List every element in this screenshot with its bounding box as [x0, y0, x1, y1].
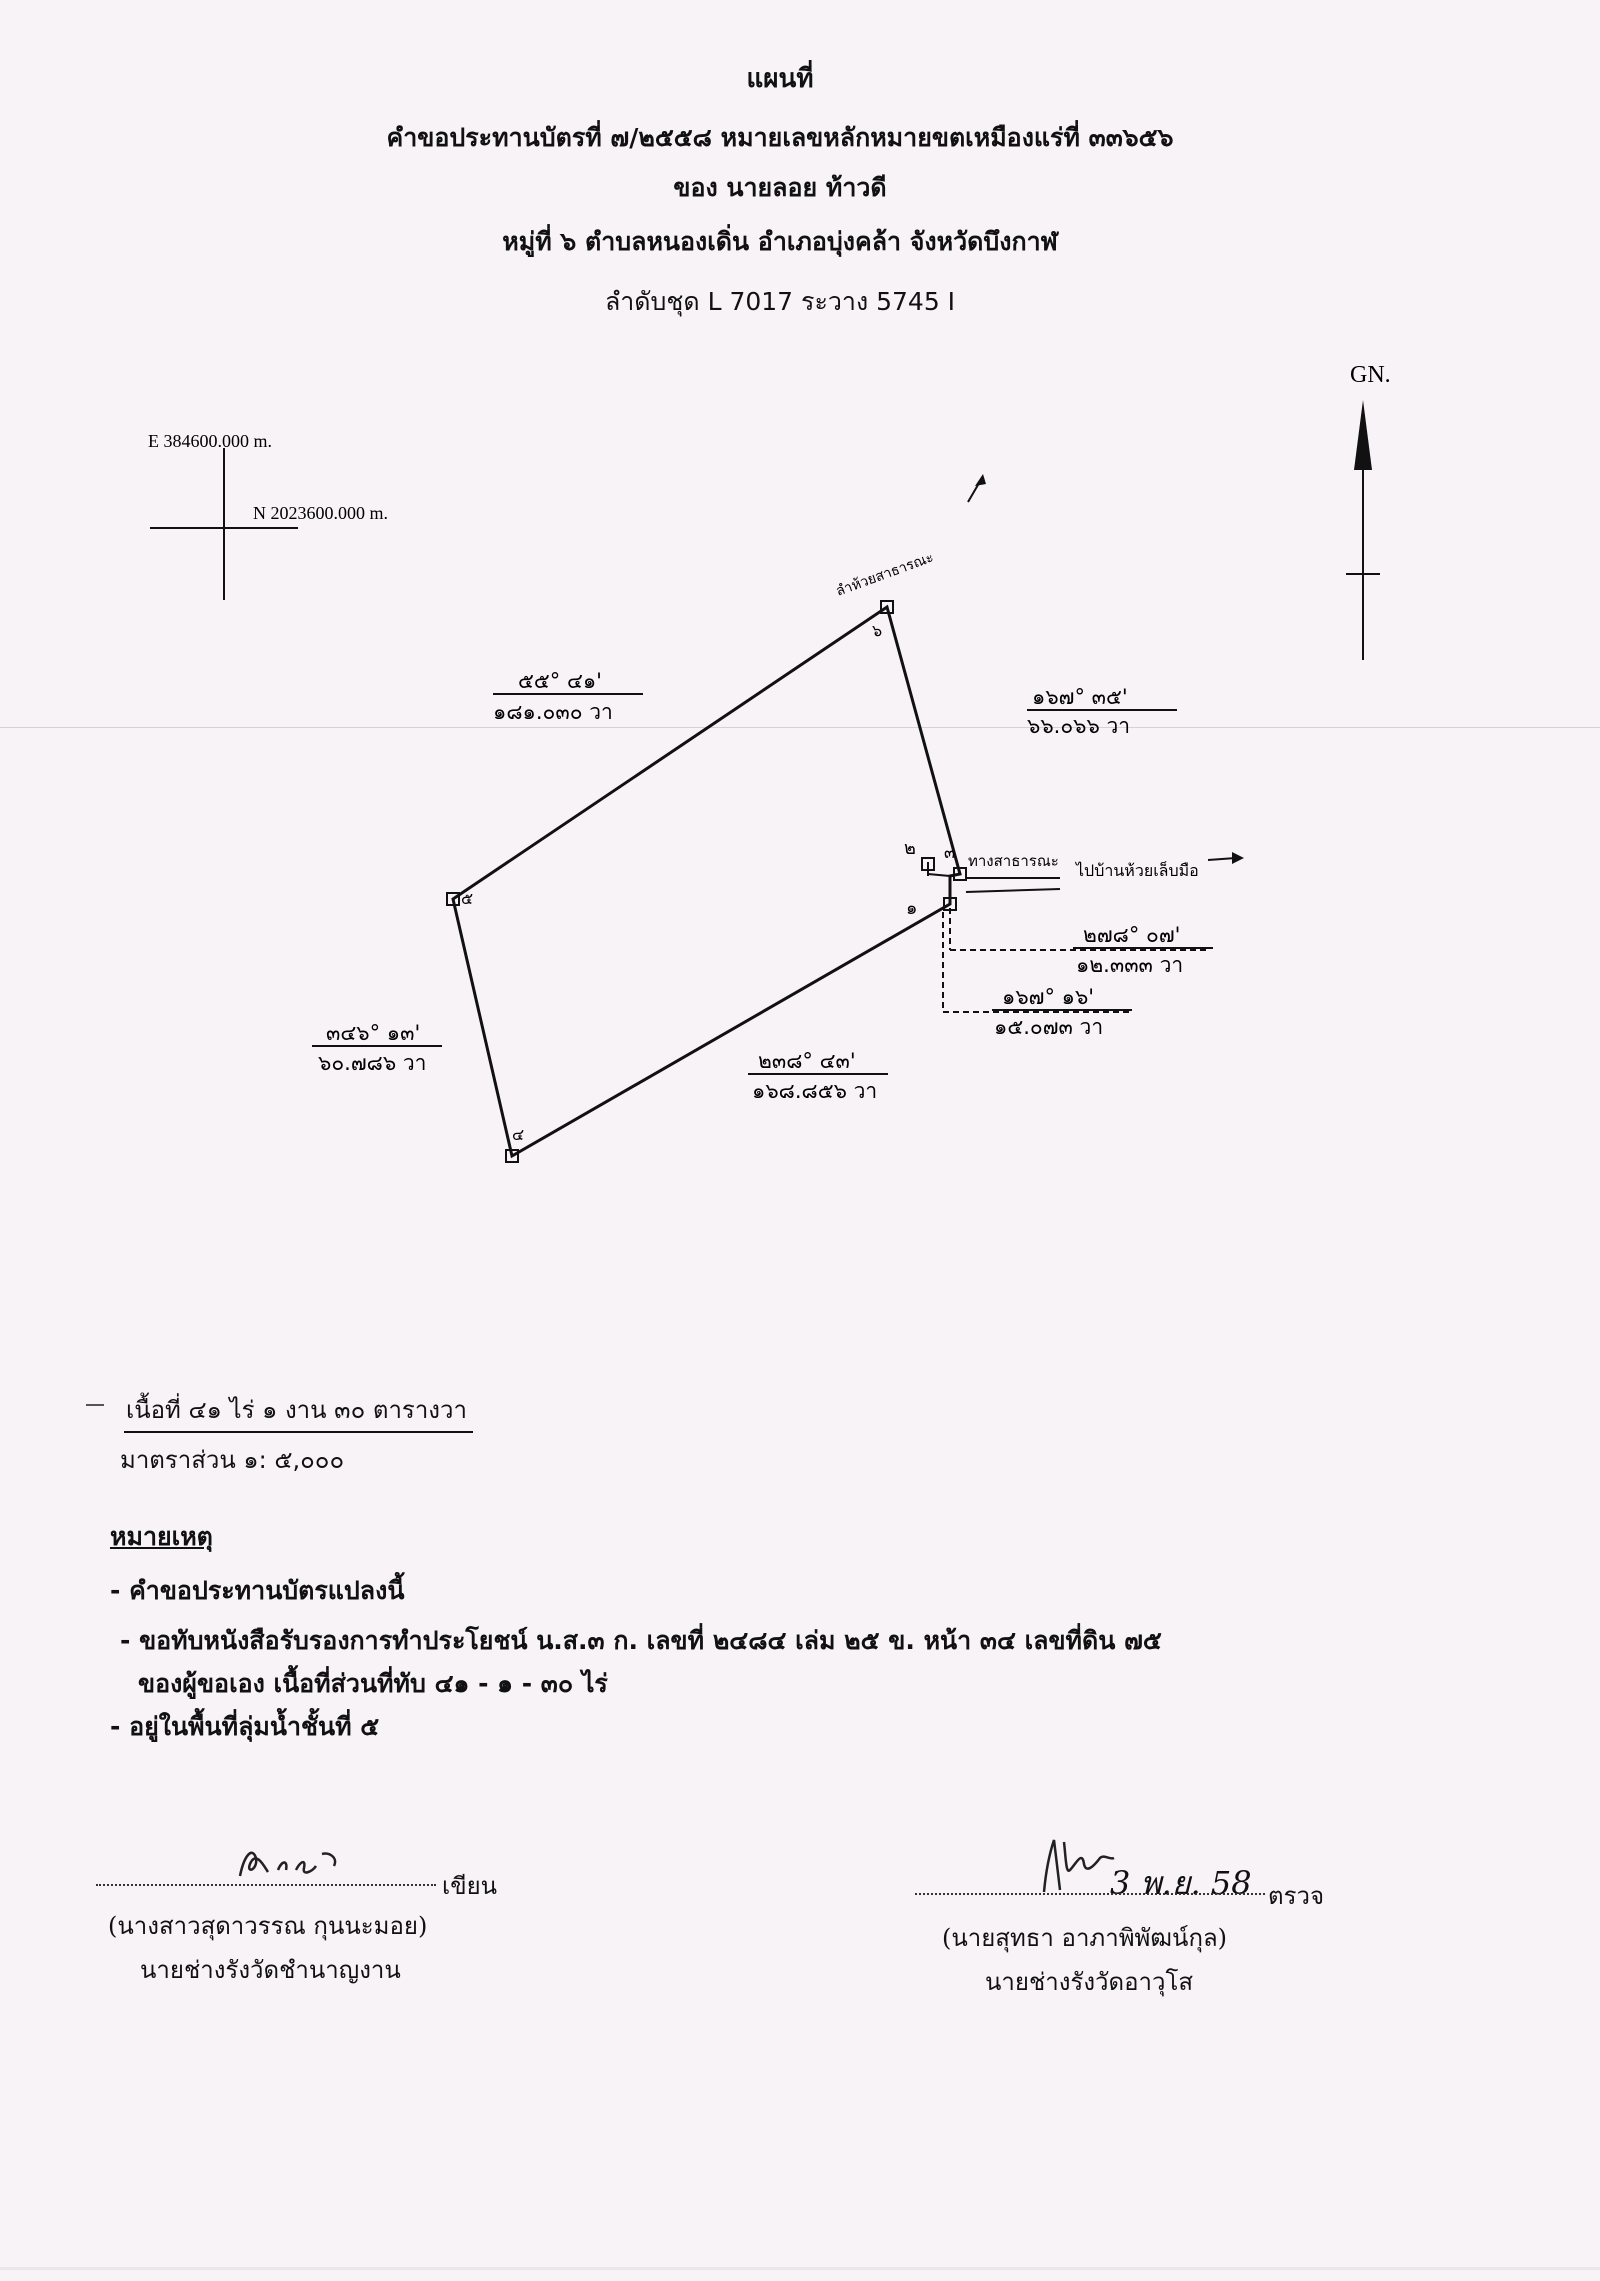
arrow-right-icon: [1208, 852, 1244, 864]
applicant-line: ของ นายลอย ท้าวดี: [673, 173, 887, 202]
creek-label: ลำห้วยสาธารณะ: [833, 549, 936, 600]
svg-text:๒๗๘° ๐๗': ๒๗๘° ๐๗': [1083, 923, 1181, 947]
map-title: แผนที่: [746, 64, 814, 94]
svg-text:๓๔๖° ๑๓': ๓๔๖° ๑๓': [326, 1021, 421, 1045]
north-label: GN.: [1350, 362, 1391, 388]
svg-text:๑๖๘.๘๕๖ วา: ๑๖๘.๘๕๖ วา: [752, 1079, 878, 1103]
note-item: - คำขอประทานบัตรแปลงนี้: [110, 1576, 405, 1605]
station-5-label: ๕: [461, 889, 474, 908]
svg-text:๑๖๗° ๑๖': ๑๖๗° ๑๖': [1002, 985, 1095, 1009]
writer-signature-line: [96, 1884, 436, 1886]
checker-name: (นายสุทธา อาภาพิพัฒน์กุล): [942, 1924, 1228, 1952]
checker-role: ตรวจ: [1268, 1882, 1325, 1910]
bearing-label-4-5: [312, 1021, 442, 1075]
checker-signature: [1030, 1830, 1120, 1900]
svg-text:๕๕° ๔๑': ๕๕° ๔๑': [518, 669, 602, 693]
scale-text: มาตราส่วน ๑: ๕,๐๐๐: [120, 1446, 345, 1474]
svg-text:๒๓๘° ๔๓': ๒๓๘° ๔๓': [758, 1049, 856, 1073]
station-1-label: ๑: [906, 898, 918, 919]
svg-text:๑๒.๓๓๓ วา: ๑๒.๓๓๓ วา: [1076, 953, 1184, 977]
note-item: - ขอทับหนังสือรับรองการทำประโยชน์ น.ส.๓ ก. เลขที่ ๒๔๘๔ เล่ม ๒๕ ข. หน้า ๓๔ เลขที่ดิน ๗๕: [120, 1626, 1162, 1655]
north-arrow-icon: [1346, 400, 1380, 660]
northing-label: N 2023600.000 m.: [253, 503, 388, 523]
bearing-label-5-6: [493, 669, 643, 724]
area-text: เนื้อที่ ๔๑ ไร่ ๑ งาน ๓๐ ตารางวา: [124, 1390, 473, 1433]
bearing-label-6-3: [1027, 685, 1177, 738]
note-item: ของผู้ขอเอง เนื้อที่ส่วนที่ทับ ๔๑ - ๑ - ๓๐ ไร่: [138, 1669, 608, 1698]
road-label: ทางสาธารณะ: [968, 852, 1059, 870]
svg-text:๑๕.๐๗๓ วา: ๑๕.๐๗๓ วา: [994, 1015, 1104, 1039]
writer-signature: [230, 1836, 350, 1886]
notes-heading: หมายเหตุ: [110, 1522, 213, 1551]
station-3-label: ๓: [944, 843, 955, 862]
location-line: หมู่ที่ ๖ ตำบลหนองเดิ่น อำเภอบุ่งคล้า จังหวัดบึงกาฬ: [502, 227, 1058, 256]
writer-title: นายช่างรังวัดชำนาญงาน: [140, 1956, 401, 1984]
grid-reference-cross: [150, 448, 298, 600]
easting-label: E 384600.000 m.: [148, 431, 272, 451]
svg-text:๖๐.๗๘๖ วา: ๖๐.๗๘๖ วา: [318, 1051, 427, 1075]
checker-title: นายช่างรังวัดอาวุโส: [985, 1968, 1194, 1996]
checker-signature-date: 3 พ.ย. 58: [1110, 1864, 1252, 1902]
bottom-edge: [0, 2267, 1600, 2270]
to-village-label: ไปบ้านห้วยเล็บมือ: [1076, 861, 1199, 880]
svg-text:๑๘๑.๐๓๐ วา: ๑๘๑.๐๓๐ วา: [493, 700, 613, 724]
note-item: - อยู่ในพื้นที่ลุ่มน้ำชั้นที่ ๕: [110, 1712, 380, 1741]
checker-signature-line: [915, 1893, 1265, 1895]
station-6-label: ๖: [872, 621, 883, 640]
writer-name: (นางสาวสุดาวรรณ กุนนะมอย): [108, 1912, 428, 1940]
svg-text:๑๖๗° ๓๕': ๑๖๗° ๓๕': [1032, 685, 1128, 709]
pointer-mark-icon: [968, 474, 986, 502]
writer-role: เขียน: [442, 1872, 498, 1900]
station-4-label: ๔: [512, 1125, 525, 1144]
station-2-label: ๒: [904, 838, 916, 859]
application-line: คำขอประทานบัตรที่ ๗/๒๕๕๘ หมายเลขหลักหมายขตเหมืองแร่ที่ ๓๓๖๕๖: [386, 123, 1174, 152]
area-dash: [86, 1404, 104, 1406]
bearing-label-1-4: [748, 1049, 888, 1103]
series-sheet-line: ลำดับชุด L 7017 ระวาง 5745 I: [604, 287, 956, 316]
svg-text:๖๖.๐๖๖ วา: ๖๖.๐๖๖ วา: [1027, 714, 1131, 738]
